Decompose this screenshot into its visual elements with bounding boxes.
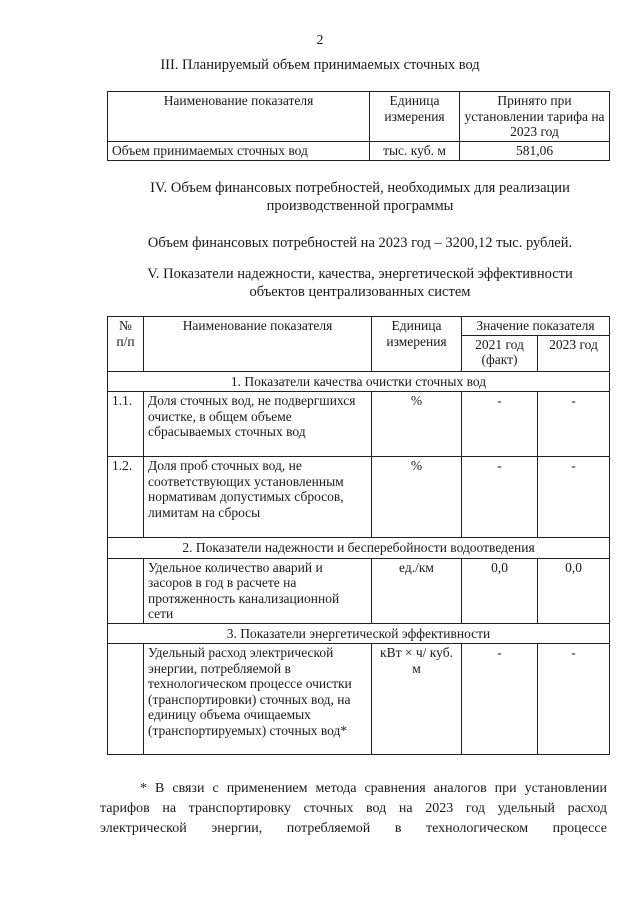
row1-2-2023: - <box>538 457 610 538</box>
volume-header-name: Наименование показателя <box>108 92 370 142</box>
footnote-line-3: электрической энергии, потребляемой в технологическом процессе <box>100 821 607 836</box>
row1-1-name: Доля сточных вод, не подвергшихся очистке, в общем объеме сбрасываемых сточных вод <box>144 392 372 457</box>
indicators-header-row-1 <box>108 317 610 336</box>
footnote <box>100 779 607 839</box>
volume-table-row <box>108 142 610 161</box>
footnote-line-2: тарифов на транспортировку сточных вод на 2023 год удельный расход <box>100 801 607 816</box>
group-row-1 <box>108 371 610 392</box>
volume-row-unit: тыс. куб. м <box>370 142 460 161</box>
row1-2-num: 1.2. <box>108 457 144 538</box>
header-2023: 2023 год <box>538 335 610 371</box>
row3-2021: - <box>462 644 538 755</box>
row3-num <box>108 644 144 755</box>
table-row <box>108 457 610 538</box>
row2-unit: ед./км <box>372 558 462 623</box>
group3-label: 3. Показатели энергетической эффективности <box>108 623 610 644</box>
volume-header-value: Принято при установлении тарифа на 2023 год <box>460 92 610 142</box>
section4-title-line1: IV. Объем финансовых потребностей, необходимых для реализации <box>150 180 570 196</box>
row3-2023: - <box>538 644 610 755</box>
row1-1-2021: - <box>462 392 538 457</box>
table-row <box>108 392 610 457</box>
footnote-line-1: * В связи с применением метода сравнения аналогов при установлении <box>140 781 607 796</box>
section4-title-line2: производственной программы <box>266 198 454 214</box>
table-row <box>108 558 610 623</box>
indicators-table <box>107 316 610 755</box>
header-unit: Единица измерения <box>372 317 462 372</box>
row1-2-name: Доля проб сточных вод, не соответствующих установленным нормативам допустимых сбросов, лимитам на сбросы <box>144 457 372 538</box>
group1-label: 1. Показатели качества очистки сточных вод <box>108 371 610 392</box>
volume-row-value: 581,06 <box>460 142 610 161</box>
row1-1-unit: % <box>372 392 462 457</box>
row3-name: Удельный расход электрической энергии, потребляемой в технологическом процессе очистки (транспортировки) сточных вод, на единицу объема очищаемых (транспортируемых) сточных вод* <box>144 644 372 755</box>
volume-row-name: Объем принимаемых сточных вод <box>108 142 370 161</box>
table-row <box>108 644 610 755</box>
group-row-3 <box>108 623 610 644</box>
header-value: Значение показателя <box>462 317 610 336</box>
group2-label: 2. Показатели надежности и бесперебойности водоотведения <box>108 538 610 559</box>
row1-2-2021: - <box>462 457 538 538</box>
header-name: Наименование показателя <box>144 317 372 372</box>
row2-name: Удельное количество аварий и засоров в год в расчете на протяженность канализационной сети <box>144 558 372 623</box>
header-num: № п/п <box>108 317 144 372</box>
volume-header-unit: Единица измерения <box>370 92 460 142</box>
section3-title: III. Планируемый объем принимаемых сточных вод <box>160 57 480 73</box>
page-number: 2 <box>316 33 324 48</box>
group-row-2 <box>108 538 610 559</box>
row1-1-num: 1.1. <box>108 392 144 457</box>
volume-table <box>107 91 610 161</box>
row1-2-unit: % <box>372 457 462 538</box>
row3-unit: кВт × ч/ куб. м <box>372 644 462 755</box>
row2-2021: 0,0 <box>462 558 538 623</box>
header-2021: 2021 год (факт) <box>462 335 538 371</box>
section5-title-line1: V. Показатели надежности, качества, энергетической эффективности <box>147 266 573 282</box>
volume-table-header <box>108 92 610 142</box>
row1-1-2023: - <box>538 392 610 457</box>
row2-2023: 0,0 <box>538 558 610 623</box>
row2-num <box>108 558 144 623</box>
section4-text: Объем финансовых потребностей на 2023 год – 3200,12 тыс. рублей. <box>147 235 573 251</box>
section5-title-line2: объектов централизованных систем <box>249 284 471 300</box>
